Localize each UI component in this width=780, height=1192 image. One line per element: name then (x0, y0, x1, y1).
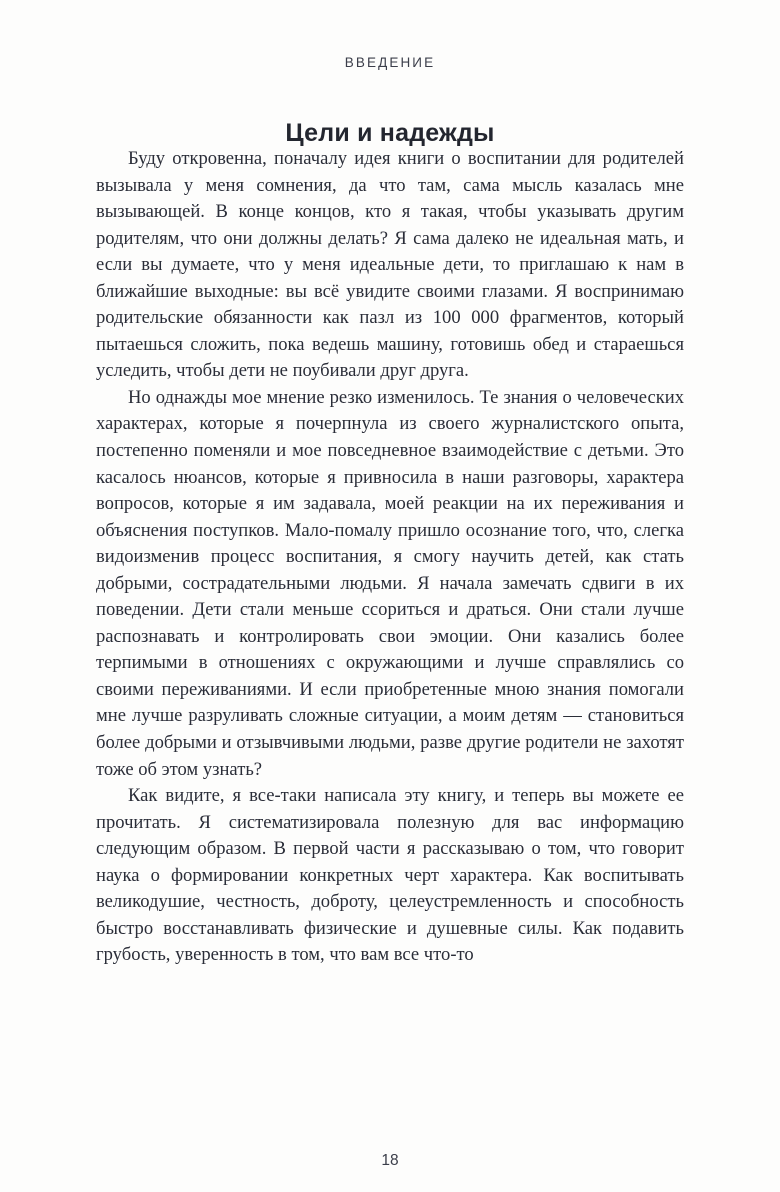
paragraph: Как видите, я все-таки написала эту книгу, и теперь вы можете ее прочитать. Я систематизировала полезную для вас информацию следующим образом. В первой части я рассказываю о том, что говорит наука о формировании конкретных черт характера. Как воспитывать великодушие, честность, доброту, целеустремленность и способность быстро восстанавливать физические и душевные силы. Как подавить грубость, уверенность в том, что вам все что-то (96, 785, 684, 966)
page-number: 18 (381, 1152, 399, 1169)
body-text (96, 146, 684, 969)
page-title: Цели и надежды (285, 118, 495, 147)
paragraph: Буду откровенна, поначалу идея книги о воспитании для родителей вызывала у меня сомнения, да что там, сама мысль казалась мне вызывающей. В конце концов, кто я такая, чтобы указывать другим родителям, что они должны делать? Я сама далеко не идеальная мать, и если вы думаете, что у меня идеальные дети, то приглашаю к нам в ближайшие выходные: вы всё увидите своими глазами. Я воспринимаю родительские обязанности как пазл из 100 000 фрагментов, который пытаешься сложить, пока ведешь машину, готовишь обед и стараешься уследить, чтобы дети не поубивали друг друга. (96, 148, 684, 382)
paragraph: Но однажды мое мнение резко изменилось. Те знания о человеческих характерах, которые я почерпнула из своего журналистского опыта, постепенно поменяли и мое повседневное взаимодействие с детьми. Это касалось нюансов, которые я привносила в наши разговоры, характера вопросов, которые я им задавала, моей реакции на их переживания и объяснения поступков. Мало-помалу пришло осознание того, что, слегка видоизменив процесс воспитания, я смогу научить детей, как стать добрыми, сострадательными людьми. Я начала замечать сдвиги в их поведении. Дети стали меньше ссориться и драться. Они стали лучше распознавать и контролировать свои эмоции. Они казались более терпимыми в отношениях с окружающими и лучше справлялись со своими переживаниями. И если приобретенные мною знания помогали мне лучше разруливать сложные ситуации, а моим детям — становиться более добрыми и отзывчивыми людьми, разве другие родители не захотят тоже об этом узнать? (96, 386, 684, 780)
running-head: ВВЕДЕНИЕ (344, 55, 436, 70)
